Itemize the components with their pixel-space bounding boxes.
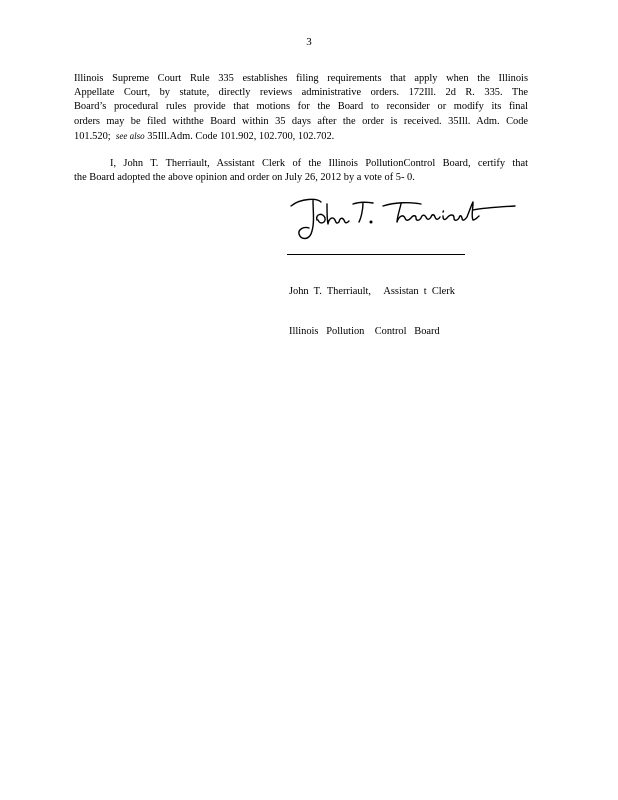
citation-text: 35Ill.Adm. Code 101.902, 102.700, 102.702. [144,130,335,142]
paragraph-line: the Board adopted the above opinion and order on July 26, 2012 by a vote of 5- 0. [74,172,415,184]
paragraph-line: I, John T. Therriault, Assistant Clerk of the Illinois PollutionControl Board, certify that [110,158,528,169]
certification-paragraph [74,157,528,185]
handwritten-signature [287,190,527,246]
signature-rule [287,254,465,255]
paragraph-line: Illinois Supreme Court Rule 335 establishes filing requirements that apply when the Illinois [74,73,528,84]
page-number: 3 [306,36,312,48]
signer-name-title: John T. Therriault, Assistan t Clerk [289,285,455,297]
signature-block [289,258,455,352]
paragraph-line: orders may be filed withthe Board within 35 days after the order is received. 35Ill. Adm. Code [74,115,528,127]
citation-text: 101.520; [74,130,111,142]
paragraph-line [74,129,528,144]
see-also-italic: see also [115,130,145,141]
paragraph-line: Board’s procedural rules provide that motions for the Board to reconsider or modify its final [74,101,528,113]
paragraph-line: Appellate Court, by statute, directly reviews administrative orders. 172Ill. 2d R. 335. The [74,87,528,99]
rule-335-paragraph [74,72,528,144]
signer-organization: Illinois Pollution Control Board [289,326,440,338]
